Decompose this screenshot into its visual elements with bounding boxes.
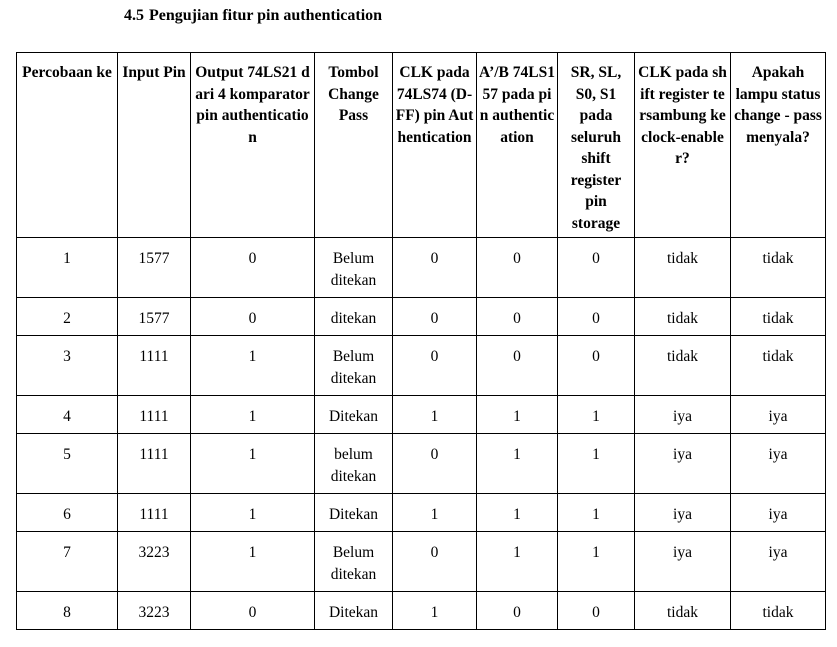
cell-tombol: ditekan [315,298,393,336]
section-heading [124,6,382,26]
cell-ab: 0 [477,592,558,630]
cell-lampu: tidak [731,336,826,396]
cell-clk-shift: iya [635,494,731,532]
cell-tombol: Ditekan [315,592,393,630]
cell-clk-dff: 1 [393,592,477,630]
cell-input-pin: 1577 [118,238,191,298]
cell-sr-sl: 0 [558,592,635,630]
cell-percobaan: 8 [17,592,118,630]
cell-tombol: Ditekan [315,494,393,532]
cell-tombol: belum ditekan [315,434,393,494]
cell-percobaan: 5 [17,434,118,494]
cell-sr-sl: 1 [558,396,635,434]
cell-clk-dff: 1 [393,396,477,434]
table-row [17,434,826,494]
cell-tombol: Ditekan [315,396,393,434]
table-row [17,238,826,298]
table-row [17,336,826,396]
cell-sr-sl: 1 [558,494,635,532]
cell-clk-shift: tidak [635,336,731,396]
cell-input-pin: 1111 [118,396,191,434]
cell-percobaan: 4 [17,396,118,434]
cell-percobaan: 6 [17,494,118,532]
cell-input-pin: 3223 [118,592,191,630]
cell-sr-sl: 0 [558,238,635,298]
header-ab-74ls157: A’/B 74LS157 pada pin authentication [477,53,558,238]
table-row [17,298,826,336]
table-body [17,238,826,630]
cell-clk-dff: 0 [393,434,477,494]
cell-lampu: iya [731,532,826,592]
cell-ab: 1 [477,434,558,494]
cell-input-pin: 1111 [118,336,191,396]
cell-clk-shift: tidak [635,298,731,336]
cell-percobaan: 2 [17,298,118,336]
cell-output: 0 [191,298,315,336]
cell-lampu: tidak [731,592,826,630]
test-results-table [16,52,826,630]
cell-output: 0 [191,592,315,630]
table-row [17,396,826,434]
cell-output: 0 [191,238,315,298]
table-row [17,532,826,592]
cell-output: 1 [191,396,315,434]
cell-lampu: iya [731,494,826,532]
cell-output: 1 [191,336,315,396]
header-output-74ls21: Output 74LS21 dari 4 komparator pin authentication [191,53,315,238]
cell-input-pin: 1111 [118,494,191,532]
section-title: Pengujian fitur pin authentication [149,7,383,24]
cell-percobaan: 1 [17,238,118,298]
table-header [17,53,826,238]
header-tombol-change-pass: Tombol Change Pass [315,53,393,238]
cell-ab: 0 [477,238,558,298]
cell-sr-sl: 1 [558,532,635,592]
cell-output: 1 [191,434,315,494]
cell-ab: 0 [477,336,558,396]
cell-input-pin: 3223 [118,532,191,592]
cell-clk-shift: iya [635,434,731,494]
cell-input-pin: 1111 [118,434,191,494]
cell-lampu: tidak [731,238,826,298]
cell-tombol: Belum ditekan [315,336,393,396]
cell-clk-dff: 0 [393,238,477,298]
header-clk-74ls74: CLK pada 74LS74 (D-FF) pin Authentication [393,53,477,238]
cell-lampu: tidak [731,298,826,336]
cell-percobaan: 7 [17,532,118,592]
header-row [17,53,826,238]
section-number: 4.5 [124,7,144,24]
header-input-pin: Input Pin [118,53,191,238]
table-row [17,494,826,532]
cell-sr-sl: 0 [558,336,635,396]
cell-percobaan: 3 [17,336,118,396]
cell-clk-dff: 0 [393,336,477,396]
table-row [17,592,826,630]
cell-clk-shift: iya [635,532,731,592]
cell-ab: 1 [477,532,558,592]
cell-clk-shift: iya [635,396,731,434]
cell-tombol: Belum ditekan [315,238,393,298]
header-percobaan: Percobaan ke [17,53,118,238]
cell-lampu: iya [731,434,826,494]
cell-clk-dff: 0 [393,298,477,336]
header-sr-sl-s0-s1: SR, SL, S0, S1 pada seluruh shift register pin storage [558,53,635,238]
cell-clk-shift: tidak [635,592,731,630]
cell-output: 1 [191,494,315,532]
header-lampu-status: Apakah lampu status change - pass menyala? [731,53,826,238]
cell-lampu: iya [731,396,826,434]
cell-input-pin: 1577 [118,298,191,336]
cell-sr-sl: 1 [558,434,635,494]
cell-ab: 1 [477,494,558,532]
cell-ab: 0 [477,298,558,336]
cell-ab: 1 [477,396,558,434]
cell-tombol: Belum ditekan [315,532,393,592]
cell-clk-shift: tidak [635,238,731,298]
cell-output: 1 [191,532,315,592]
header-clk-shift-register: CLK pada shift register tersambung ke clock-enabler? [635,53,731,238]
cell-sr-sl: 0 [558,298,635,336]
cell-clk-dff: 0 [393,532,477,592]
cell-clk-dff: 1 [393,494,477,532]
